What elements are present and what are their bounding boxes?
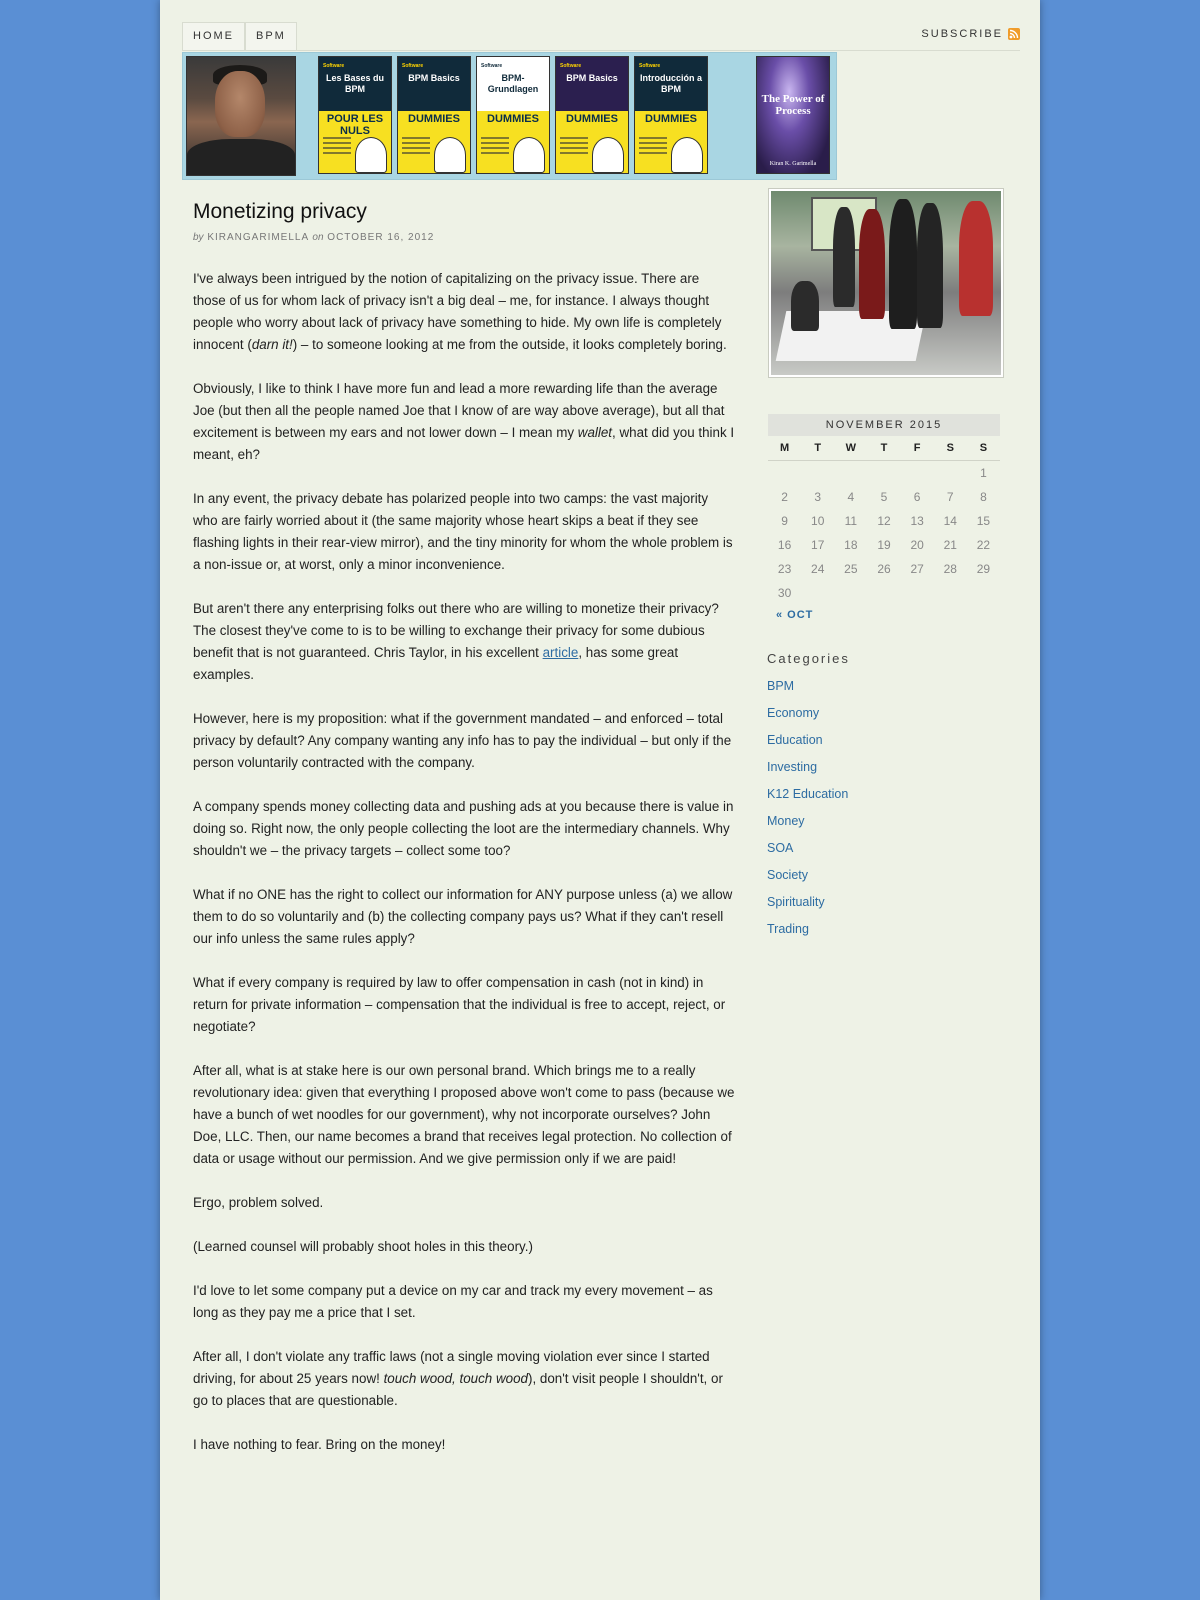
- calendar-day: 27: [910, 562, 924, 576]
- post-body: [193, 268, 735, 1478]
- calendar-day: 26: [877, 562, 891, 576]
- calendar-day: [901, 581, 934, 605]
- category-link[interactable]: BPM: [767, 679, 795, 693]
- category-link[interactable]: Education: [767, 733, 823, 747]
- post-paragraph: [193, 708, 735, 774]
- category-link[interactable]: Spirituality: [767, 895, 825, 909]
- calendar-day: 19: [877, 538, 891, 552]
- category-item: [767, 676, 848, 703]
- post-paragraph: [193, 268, 735, 356]
- nav-tab-home[interactable]: HOME: [182, 22, 245, 50]
- category-link[interactable]: Economy: [767, 706, 820, 720]
- calendar-day: [768, 461, 801, 486]
- calendar-day: [801, 581, 834, 605]
- calendar-day: 23: [777, 562, 792, 576]
- calendar-weekday: F: [901, 436, 934, 461]
- article-link[interactable]: article: [542, 645, 579, 660]
- post-paragraph: [193, 1060, 735, 1170]
- post-title[interactable]: Monetizing privacy: [193, 200, 367, 223]
- nav-tabs: [182, 22, 297, 50]
- category-item: [767, 703, 848, 730]
- emphasis-text: wallet: [577, 425, 613, 440]
- book-cover-les-bases-du-bpm[interactable]: Software Les Bases du BPM POUR LES NULS: [318, 56, 392, 174]
- paragraph-text: Ergo, problem solved.: [193, 1195, 324, 1210]
- paragraph-text: What if no ONE has the right to collect our information for ANY purpose unless (a) we allow them to do so voluntarily and (b) the collecting company pays us? What if they can't resell our info unless the same rules apply?: [193, 887, 733, 946]
- calendar-day: 21: [943, 538, 957, 552]
- calendar-day: 10: [811, 514, 825, 528]
- paragraph-text: But aren't there any enterprising folks out there who are willing to monetize their privacy? The closest they've come to is to be willing to exchange their privacy for some dubious benefit that is not guaranteed. Chris Taylor, in his excellent: [193, 601, 719, 660]
- book-cover-bpm-grundlagen[interactable]: Software BPM-Grundlagen DUMMIES: [476, 56, 550, 174]
- paragraph-text: , what did you think I meant, eh?: [193, 425, 735, 462]
- category-item: [767, 919, 848, 946]
- calendar-day: [834, 581, 867, 605]
- post-paragraph: [193, 1192, 735, 1214]
- calendar-day: [967, 581, 1000, 605]
- category-item: [767, 865, 848, 892]
- calendar-weekday: M: [768, 436, 801, 461]
- paragraph-text: I'd love to let some company put a device on my car and track my every movement – as long as they pay me a price that I set.: [193, 1283, 713, 1320]
- rss-icon: [1008, 28, 1020, 40]
- calendar-day: 7: [946, 490, 954, 504]
- calendar-day: [934, 461, 967, 486]
- book-cover-bpm-basics-japanese[interactable]: Software BPM Basics DUMMIES: [555, 56, 629, 174]
- calendar-day: 6: [913, 490, 921, 504]
- calendar-grid: [768, 436, 1000, 605]
- calendar-day: 3: [814, 490, 822, 504]
- calendar-day: 8: [980, 490, 987, 504]
- calendar-day: 20: [910, 538, 924, 552]
- emphasis-text: touch wood, touch wood: [383, 1371, 528, 1386]
- byline-on: on: [312, 232, 324, 243]
- calendar-day: 2: [781, 490, 788, 504]
- category-link[interactable]: Trading: [767, 922, 809, 936]
- post-paragraph: [193, 1236, 735, 1258]
- calendar-day: 9: [781, 514, 788, 528]
- calendar-day: [867, 581, 900, 605]
- paragraph-text: After all, I don't violate any traffic laws (not a single moving violation ever since I started driving, for about 25 years now!: [193, 1349, 710, 1386]
- subscribe-label: SUBSCRIBE: [921, 28, 1003, 40]
- category-link[interactable]: SOA: [767, 841, 794, 855]
- category-item: [767, 730, 848, 757]
- paragraph-text: I've always been intrigued by the notion of capitalizing on the privacy issue. There are those of us for whom lack of privacy isn't a big deal – me, for instance. I always thought people who worry about lack of privacy have something to hide. My own life is completely innocent (: [193, 271, 722, 352]
- calendar-widget: [768, 414, 1000, 621]
- calendar-day: 14: [943, 514, 957, 528]
- calendar-day: 16: [777, 538, 792, 552]
- post-paragraph: [193, 884, 735, 950]
- calendar-day: 5: [880, 490, 888, 504]
- paragraph-text: (Learned counsel will probably shoot holes in this theory.): [193, 1239, 533, 1254]
- calendar-day: 22: [976, 538, 991, 552]
- post-paragraph: [193, 1280, 735, 1324]
- calendar-caption: NOVEMBER 2015: [768, 414, 1000, 436]
- paragraph-text: However, here is my proposition: what if the government mandated – and enforced – total privacy by default? Any company wanting any info has to pay the individual – but only if the person voluntarily contracted with the company.: [193, 711, 732, 770]
- category-link[interactable]: Money: [767, 814, 805, 828]
- calendar-day: 24: [811, 562, 825, 576]
- category-item: [767, 784, 848, 811]
- calendar-day: [901, 461, 934, 486]
- post-paragraph: [193, 378, 735, 466]
- category-link[interactable]: Society: [767, 868, 808, 882]
- post-paragraph: [193, 488, 735, 576]
- calendar-weekday: S: [934, 436, 967, 461]
- category-item: [767, 757, 848, 784]
- paragraph-text: , has some great examples.: [193, 645, 679, 682]
- paragraph-text: I have nothing to fear. Bring on the money!: [193, 1437, 446, 1452]
- book-cover-power-of-process[interactable]: The Power of Process Kiran K. Garimella: [756, 56, 830, 174]
- calendar-day: 1: [980, 466, 987, 480]
- top-nav: [182, 22, 1020, 51]
- header-banner: [182, 52, 837, 180]
- post-paragraph: [193, 972, 735, 1038]
- category-link[interactable]: Investing: [767, 760, 818, 774]
- calendar-day: 25: [844, 562, 858, 576]
- categories-list: [767, 676, 848, 946]
- calendar-day: 11: [844, 514, 858, 528]
- category-item: [767, 838, 848, 865]
- post-date: OCTOBER 16, 2012: [327, 232, 435, 243]
- category-item: [767, 811, 848, 838]
- categories-heading: Categories: [767, 651, 850, 666]
- paragraph-text: ) – to someone looking at me from the outside, it looks completely boring.: [292, 337, 727, 352]
- calendar-day: 4: [847, 490, 855, 504]
- nav-tab-bpm[interactable]: BPM: [245, 22, 297, 50]
- byline-by: by: [193, 232, 204, 243]
- post-paragraph: [193, 598, 735, 686]
- post-paragraph: [193, 796, 735, 862]
- paragraph-text: ), don't visit people I shouldn't, or go to places that are questionable.: [193, 1371, 723, 1408]
- paragraph-text: Obviously, I like to think I have more fun and lead a more rewarding life than the average Joe (but then all the people named Joe that I know of are way above average), but all that excitement is between my ears and not lower down – I mean my: [193, 381, 725, 440]
- event-photo: [768, 188, 1004, 378]
- calendar-day: 17: [811, 538, 825, 552]
- post-byline: [193, 232, 434, 243]
- paragraph-text: A company spends money collecting data and pushing ads at you because there is value in doing so. Right now, the only people collecting the loot are the intermediary channels. Why shouldn't we – the privacy targets – collect some too?: [193, 799, 734, 858]
- post-author[interactable]: KIRANGARIMELLA: [207, 232, 309, 243]
- calendar-day: 18: [844, 538, 858, 552]
- calendar-weekday: T: [867, 436, 900, 461]
- paragraph-text: In any event, the privacy debate has polarized people into two camps: the vast majority who are fairly worried about it (the same majority whose heart skips a beat if they see flashing lights in their rear-view mirror), and the tiny minority for whom the whole problem is a non-issue or, at worst, only a minor inconvenience.: [193, 491, 733, 572]
- category-item: [767, 892, 848, 919]
- calendar-day: [934, 581, 967, 605]
- calendar-weekday: W: [834, 436, 867, 461]
- calendar-day: 13: [910, 514, 924, 528]
- author-photo: [186, 56, 296, 176]
- calendar-day: 28: [943, 562, 957, 576]
- calendar-weekday: T: [801, 436, 834, 461]
- subscribe-link[interactable]: [921, 28, 1020, 40]
- calendar-day: 15: [976, 514, 991, 528]
- paragraph-text: After all, what is at stake here is our own personal brand. Which brings me to a really revolutionary idea: given that everything I proposed above won't come to pass (because we have a bunch of wet noodles for our government), why not incorporate ourselves? John Doe, LLC. Then, our name becomes a brand that receives legal protection. No collection of data or usage without our permission. And we give permission only if we are paid!: [193, 1063, 735, 1166]
- calendar-day: [801, 461, 834, 486]
- calendar-day: 29: [976, 562, 991, 576]
- paragraph-text: What if every company is required by law to offer compensation in cash (not in kind) in return for private information – compensation that the individual is free to accept, reject, or negotiate?: [193, 975, 726, 1034]
- calendar-day: 30: [777, 586, 792, 600]
- calendar-day: [867, 461, 900, 486]
- post-paragraph: [193, 1346, 735, 1412]
- emphasis-text: darn it!: [251, 337, 293, 352]
- post-paragraph: [193, 1434, 735, 1456]
- page-container: [160, 0, 1040, 1600]
- category-link[interactable]: K12 Education: [767, 787, 849, 801]
- book-cover-bpm-basics[interactable]: Software BPM Basics DUMMIES: [397, 56, 471, 174]
- calendar-day: 12: [877, 514, 891, 528]
- calendar-day: [834, 461, 867, 486]
- calendar-weekday: S: [967, 436, 1000, 461]
- calendar-prev-month-link[interactable]: « OCT: [776, 609, 814, 621]
- book-cover-introduccion-a-bpm[interactable]: Software Introducción a BPM DUMMIES: [634, 56, 708, 174]
